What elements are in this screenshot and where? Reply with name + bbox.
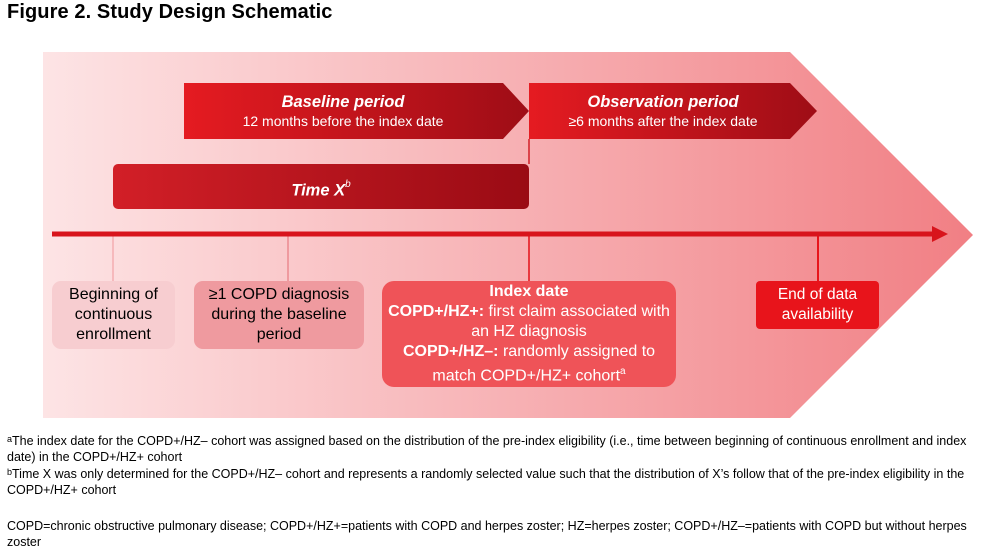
index-date-box	[382, 281, 676, 387]
time-x-superscript: b	[345, 179, 351, 190]
index-pos-text: first claim associated with an HZ diagnosis	[471, 302, 670, 340]
beginning-of-enrollment-text: Beginning of continuous enrollment	[69, 286, 158, 343]
footnote-b-text: Time X was only determined for the COPD+/HZ– cohort and represents a randomly selected value such that the distribution of X’s follow that of the pre-index eligibility in the COPD+/HZ+ cohort	[7, 467, 965, 497]
beginning-of-enrollment-box	[52, 281, 175, 349]
index-neg-footnote-mark: a	[620, 365, 626, 377]
footnote-a-mark: a	[7, 434, 13, 444]
end-of-data-text: End of data availability	[777, 286, 858, 323]
observation-period-title: Observation period	[587, 93, 739, 111]
footnote-a	[7, 433, 997, 465]
end-of-data-box	[756, 281, 879, 329]
figure-title: Figure 2. Study Design Schematic	[7, 1, 333, 23]
footnote-b	[7, 466, 997, 498]
abbreviations-footnote: COPD=chronic obstructive pulmonary disease; COPD+/HZ+=patients with COPD and herpes zoster; HZ=herpes zoster; COPD+/HZ–=patients with COPD but without herpes zoster	[7, 519, 967, 549]
observation-period-label	[532, 92, 794, 130]
baseline-period-label	[188, 92, 498, 130]
index-neg-text: randomly assigned to match COPD+/HZ+ cohort	[432, 342, 656, 385]
copd-diagnosis-box	[194, 281, 364, 349]
footnote-a-text: The index date for the COPD+/HZ– cohort was assigned based on the distribution of the pre-index eligibility (i.e., time between beginning of continuous enrollment and index date) in the COPD+/HZ+ cohort	[7, 434, 967, 464]
time-x-label: Time X	[291, 181, 346, 200]
index-date-title: Index date	[489, 282, 569, 300]
time-x-bar	[113, 164, 529, 209]
index-pos-label: COPD+/HZ+:	[388, 302, 485, 320]
footnote-b-mark: b	[7, 467, 13, 477]
baseline-period-title: Baseline period	[281, 93, 405, 111]
baseline-period-subtitle: 12 months before the index date	[242, 113, 444, 129]
index-neg-label: COPD+/HZ–:	[402, 342, 499, 360]
copd-diagnosis-text: ≥1 COPD diagnosis during the baseline period	[208, 286, 350, 343]
observation-period-subtitle: ≥6 months after the index date	[568, 113, 758, 129]
